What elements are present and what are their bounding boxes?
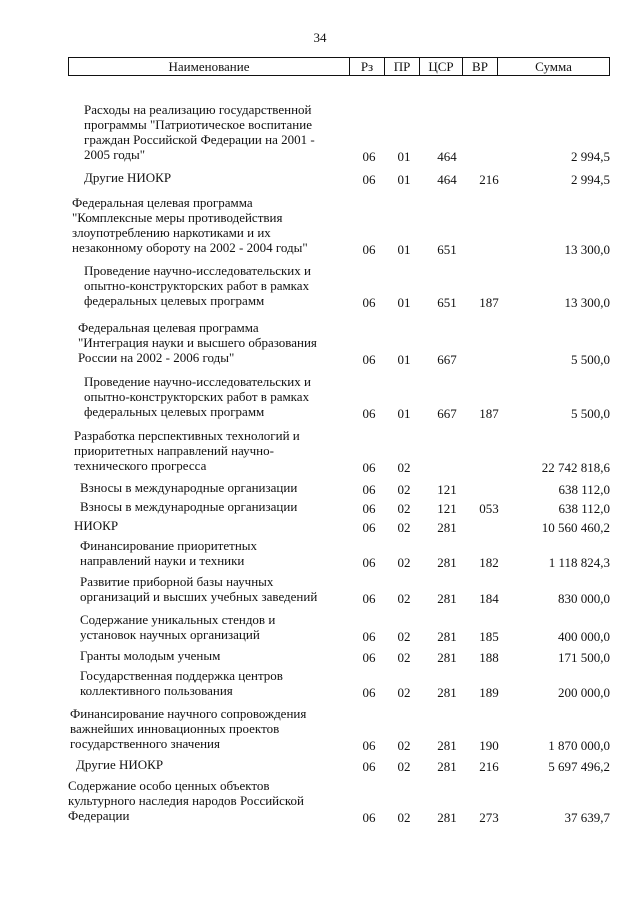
row-name-line: незаконному обороту на 2002 - 2004 годы": [72, 240, 308, 255]
table-row: [0, 518, 640, 535]
header-sum: Сумма: [535, 59, 572, 74]
row-name: [84, 374, 311, 419]
row-name-line: Финансирование научного сопровождения: [70, 706, 307, 721]
row-sum: 200 000,0: [558, 685, 610, 700]
table-row: [0, 480, 640, 497]
header-pr: ПР: [393, 59, 411, 74]
row-name-line: "Комплексные меры противодействия: [72, 210, 283, 225]
row-name: [80, 648, 220, 663]
row-pr: 01: [397, 242, 411, 257]
row-name-line: приоритетных направлений научно-: [74, 443, 274, 458]
row-name: [80, 612, 275, 642]
row-name-line: Другие НИОКР: [84, 170, 172, 185]
row-pr: 02: [397, 555, 411, 570]
row-rz: 06: [362, 242, 376, 257]
row-csr: 651: [437, 295, 457, 310]
row-name-line: Разработка перспективных технологий и: [74, 428, 300, 443]
row-name: [72, 195, 308, 255]
row-name-line: федеральных целевых программ: [84, 404, 265, 419]
table-row: [0, 428, 640, 475]
row-sum: 2 994,5: [571, 172, 610, 187]
row-name-line: Финансирование приоритетных: [80, 538, 258, 553]
row-rz: 06: [362, 555, 376, 570]
row-pr: 01: [397, 149, 411, 164]
row-csr: 121: [437, 501, 457, 516]
row-vr: 216: [479, 172, 499, 187]
row-name: [80, 668, 283, 698]
row-name: [84, 170, 171, 185]
row-rz: 06: [362, 406, 376, 421]
row-vr: 189: [479, 685, 499, 700]
row-csr: 281: [437, 520, 457, 535]
row-rz: 06: [362, 352, 376, 367]
row-name-line: Федерации: [68, 808, 130, 823]
row-csr: 281: [437, 650, 457, 665]
row-sum: 5 500,0: [571, 406, 610, 421]
header-vr: ВР: [472, 59, 488, 74]
row-name-line: опытно-конструкторских работ в рамках: [84, 389, 310, 404]
row-pr: 02: [397, 759, 411, 774]
table-row: [0, 320, 640, 367]
row-csr: 281: [437, 555, 457, 570]
row-rz: 06: [362, 629, 376, 644]
row-name: [74, 518, 118, 533]
table-row: [0, 612, 640, 644]
row-name-line: Взносы в международные организации: [80, 480, 298, 495]
table-row: [0, 648, 640, 665]
row-csr: 667: [437, 406, 457, 421]
table-row: [0, 778, 640, 825]
row-rz: 06: [362, 650, 376, 665]
table-row: [0, 706, 640, 753]
table-row: [0, 538, 640, 570]
row-pr: 02: [397, 738, 411, 753]
row-name-line: организаций и высших учебных заведений: [80, 589, 318, 604]
row-name-line: важнейших инновационных проектов: [70, 721, 280, 736]
row-rz: 06: [362, 520, 376, 535]
table-row: [0, 757, 640, 774]
header-name: Наименование: [168, 59, 250, 74]
row-csr: 667: [437, 352, 457, 367]
row-name-line: федеральных целевых программ: [84, 293, 265, 308]
table-row: [0, 263, 640, 310]
row-name-line: Федеральная целевая программа: [78, 320, 259, 335]
row-pr: 02: [397, 810, 411, 825]
row-name-line: Федеральная целевая программа: [72, 195, 253, 210]
row-name-line: установок научных организаций: [80, 627, 260, 642]
row-sum: 171 500,0: [558, 650, 610, 665]
row-vr: 273: [479, 810, 499, 825]
row-name-line: Государственная поддержка центров: [80, 668, 283, 683]
row-name-line: России на 2002 - 2006 годы": [78, 350, 235, 365]
row-name-line: технического прогресса: [74, 458, 207, 473]
row-sum: 2 994,5: [571, 149, 610, 164]
row-pr: 01: [397, 295, 411, 310]
row-name: [74, 428, 300, 473]
row-name-line: НИОКР: [74, 518, 119, 533]
row-rz: 06: [362, 501, 376, 516]
row-name: [80, 480, 297, 495]
row-csr: 281: [437, 759, 457, 774]
row-name: [76, 757, 163, 772]
row-rz: 06: [362, 295, 376, 310]
row-vr: 190: [479, 738, 499, 753]
row-name-line: культурного наследия народов Российской: [68, 793, 305, 808]
row-rz: 06: [362, 460, 376, 475]
row-name-line: Другие НИОКР: [76, 757, 164, 772]
header-csr: ЦСР: [428, 59, 454, 74]
row-pr: 02: [397, 501, 411, 516]
row-sum: 5 500,0: [571, 352, 610, 367]
row-name-line: Гранты молодым ученым: [80, 648, 221, 663]
row-vr: 187: [479, 295, 499, 310]
row-name-line: Содержание особо ценных объектов: [68, 778, 270, 793]
row-vr: 053: [479, 501, 499, 516]
row-pr: 02: [397, 650, 411, 665]
table-row: [0, 374, 640, 421]
row-name-line: программы "Патриотическое воспитание: [84, 117, 312, 132]
row-sum: 10 560 460,2: [541, 520, 610, 535]
row-sum: 22 742 818,6: [541, 460, 610, 475]
header-rz: Рз: [360, 59, 374, 74]
table-row: [0, 170, 640, 187]
row-name-line: граждан Российской Федерации на 2001 -: [84, 132, 315, 147]
row-pr: 02: [397, 460, 411, 475]
row-name-line: коллективного пользования: [80, 683, 233, 698]
row-csr: 121: [437, 482, 457, 497]
row-csr: 651: [437, 242, 457, 257]
row-pr: 02: [397, 629, 411, 644]
row-csr: 281: [437, 591, 457, 606]
row-csr: 464: [437, 149, 457, 164]
row-sum: 638 112,0: [558, 501, 610, 516]
row-sum: 5 697 496,2: [548, 759, 610, 774]
row-name: [80, 574, 317, 604]
row-name-line: Проведение научно-исследовательских и: [84, 263, 311, 278]
row-name-line: злоупотреблению наркотиками и их: [72, 225, 271, 240]
row-rz: 06: [362, 591, 376, 606]
row-name-line: Взносы в международные организации: [80, 499, 298, 514]
row-sum: 1 118 824,3: [548, 555, 610, 570]
row-rz: 06: [362, 685, 376, 700]
row-sum: 400 000,0: [558, 629, 610, 644]
row-pr: 01: [397, 352, 411, 367]
row-name: [68, 778, 304, 823]
row-name-line: направлений науки и техники: [80, 553, 245, 568]
row-name: [78, 320, 317, 365]
row-sum: 830 000,0: [558, 591, 610, 606]
row-csr: 281: [437, 629, 457, 644]
row-pr: 02: [397, 685, 411, 700]
row-vr: 185: [479, 629, 499, 644]
table-header: [68, 57, 610, 76]
row-name-line: Проведение научно-исследовательских и: [84, 374, 311, 389]
row-rz: 06: [362, 172, 376, 187]
row-rz: 06: [362, 759, 376, 774]
row-rz: 06: [362, 149, 376, 164]
row-sum: 638 112,0: [558, 482, 610, 497]
row-pr: 01: [397, 406, 411, 421]
row-name-line: Содержание уникальных стендов и: [80, 612, 276, 627]
row-name-line: Развитие приборной базы научных: [80, 574, 274, 589]
row-pr: 02: [397, 520, 411, 535]
row-name-line: 2005 годы": [84, 147, 146, 162]
table-row: [0, 102, 640, 164]
row-sum: 37 639,7: [564, 810, 610, 825]
row-vr: 187: [479, 406, 499, 421]
row-name: [84, 263, 311, 308]
row-name-line: опытно-конструкторских работ в рамках: [84, 278, 310, 293]
row-vr: 182: [479, 555, 499, 570]
page-number: 34: [313, 30, 327, 45]
row-rz: 06: [362, 738, 376, 753]
row-csr: 281: [437, 738, 457, 753]
row-pr: 01: [397, 172, 411, 187]
row-sum: 13 300,0: [564, 295, 610, 310]
row-sum: 13 300,0: [564, 242, 610, 257]
row-pr: 02: [397, 482, 411, 497]
row-name: [80, 499, 297, 514]
row-name: [80, 538, 257, 568]
row-pr: 02: [397, 591, 411, 606]
row-name-line: Расходы на реализацию государственной: [84, 102, 312, 117]
row-name-line: государственного значения: [70, 736, 220, 751]
table-row: [0, 195, 640, 257]
row-csr: 281: [437, 810, 457, 825]
table-row: [0, 668, 640, 700]
row-sum: 1 870 000,0: [548, 738, 610, 753]
table-row: [0, 499, 640, 516]
row-rz: 06: [362, 810, 376, 825]
row-name-line: "Интеграция науки и высшего образования: [78, 335, 317, 350]
row-vr: 184: [479, 591, 499, 606]
row-name: [70, 706, 306, 751]
table-row: [0, 574, 640, 606]
row-csr: 464: [437, 172, 457, 187]
row-rz: 06: [362, 482, 376, 497]
row-name: [84, 102, 315, 162]
row-vr: 216: [479, 759, 499, 774]
row-vr: 188: [479, 650, 499, 665]
row-csr: 281: [437, 685, 457, 700]
